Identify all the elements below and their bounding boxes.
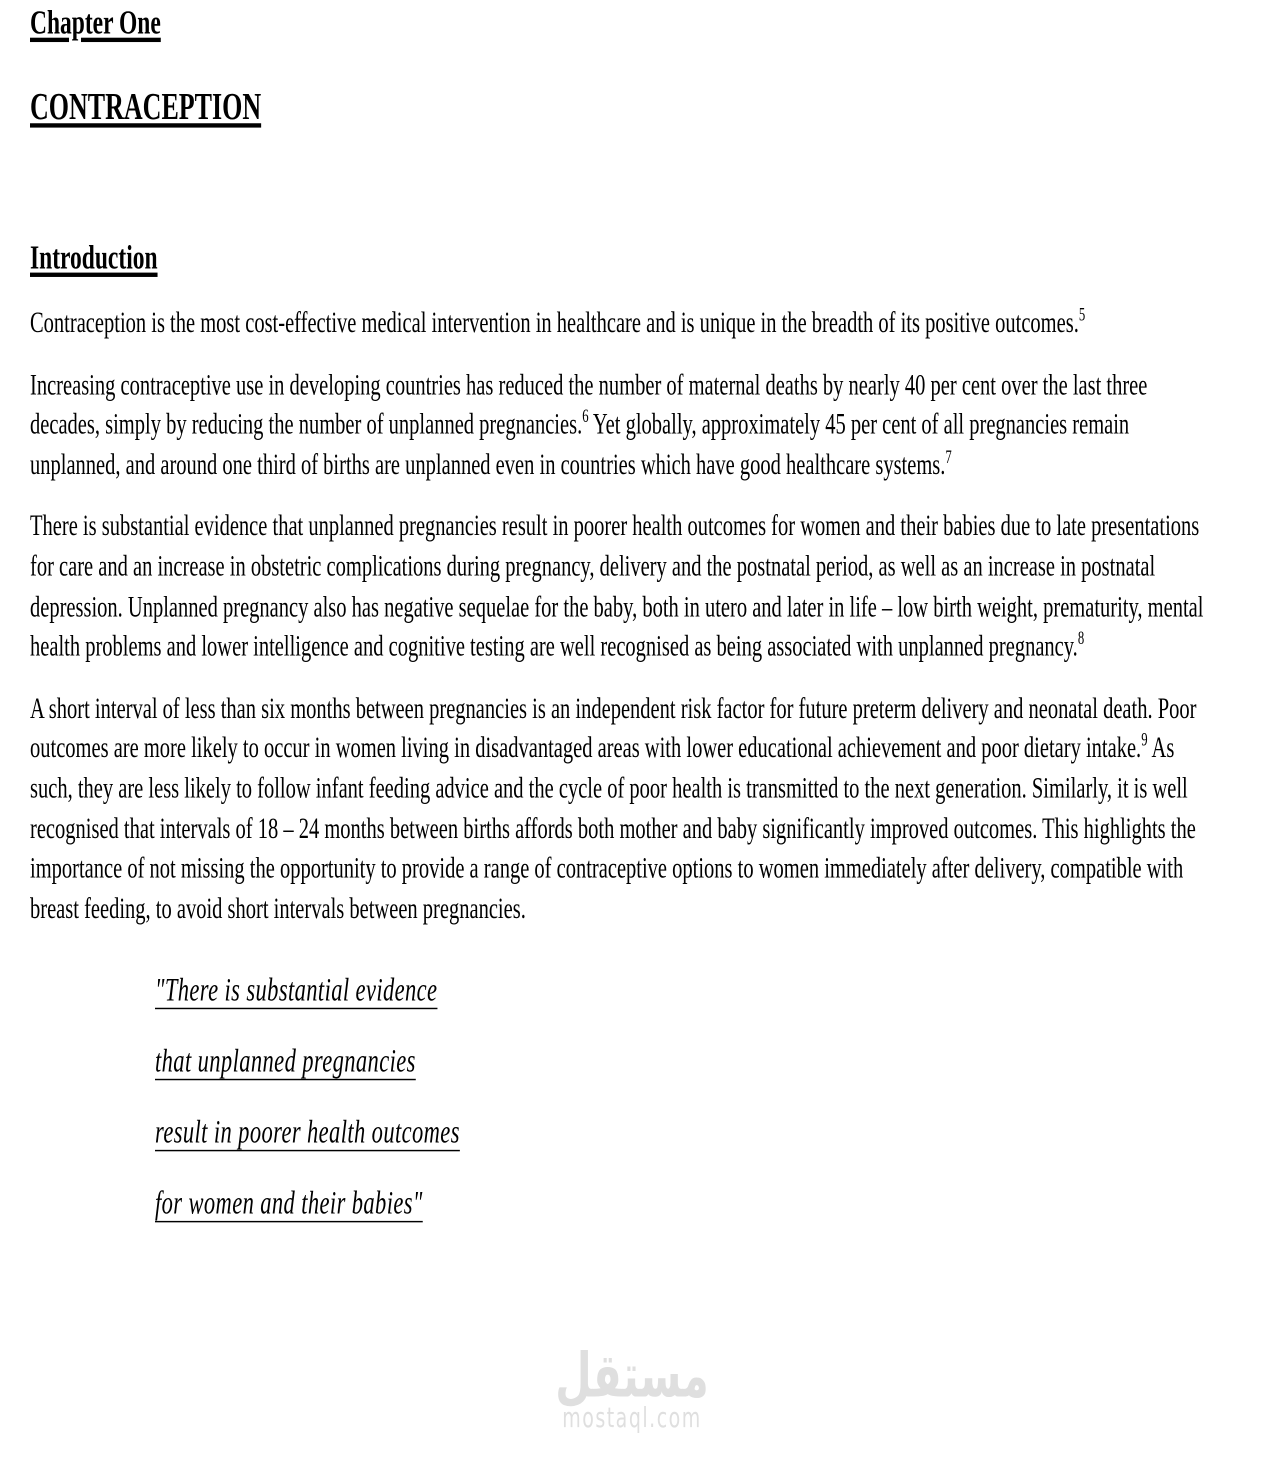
footnote-reference: 8: [1077, 628, 1085, 649]
watermark-domain: mostaql.com: [562, 1402, 702, 1435]
pull-quote: [155, 969, 1205, 1226]
paragraph-text: Increasing contraceptive use in developing countries has reduced the number of maternal deaths by nearly 40 per cent over the last three decades, simply by reducing the number of unplanned pregnancies.: [30, 369, 1148, 442]
footnote-reference: 5: [1078, 304, 1086, 326]
title-heading: CONTRACEPTION: [30, 85, 262, 128]
footnote-reference: 7: [945, 446, 952, 467]
section-heading: Introduction: [30, 239, 158, 277]
footnote-reference: 9: [1141, 730, 1148, 751]
pull-quote-line: for women and their babies": [155, 1185, 423, 1222]
paragraph-text: Yet globally, approximately 45 per cent of all pregnancies remain unplanned, and around one third of births are unplanned even in countries which have good healthcare systems.: [30, 409, 1130, 482]
paragraph: [30, 508, 1205, 668]
paragraph-text: Contraception is the most cost-effective medical intervention in healthcare and is unique in the breadth of its positive outcomes.: [30, 307, 1079, 340]
footnote-reference: 6: [582, 406, 589, 427]
pull-quote-line: "There is substantial evidence: [155, 971, 438, 1009]
paragraph-text: As such, they are less likely to follow infant feeding advice and the cycle of poor health is transmitted to the next generation. Similarly, it is well recognised that intervals of 18 – 24 months between births affords both mother and baby significantly improved outcomes. This highlights the importance of not missing the opportunity to provide a range of contraceptive options to women immediately after delivery, compatible with breast feeding, to avoid short intervals between pregnancies.: [30, 732, 1196, 925]
paragraph: [30, 690, 1205, 930]
paragraph: [30, 366, 1205, 486]
paragraph-text: A short interval of less than six months between pregnancies is an independent risk factor for future preterm delivery and neonatal death. Poor outcomes are more likely to occur in women living in disadvantaged areas with lower educational achievement and poor dietary intake.: [30, 692, 1197, 765]
paragraph-text: There is substantial evidence that unplanned pregnancies result in poorer health outcomes for women and their babies due to late presentations for care and an increase in obstetric complications during pregnancy, delivery and the postnatal period, as well as an increase in postnatal depression. Unplanned pregnancy also has negative sequelae for the baby, both in utero and later in life – low birth weight, prematurity, mental health problems and lower intelligence and cognitive testing are well recognised as being associated with unplanned pregnancy.: [30, 510, 1204, 663]
pull-quote-line: result in poorer health outcomes: [155, 1114, 460, 1151]
watermark-logo: مستقل: [555, 1339, 709, 1411]
watermark: [552, 1339, 712, 1435]
pull-quote-line: that unplanned pregnancies: [155, 1043, 416, 1080]
paragraph: [30, 305, 1205, 345]
body-paragraphs: [30, 305, 1205, 930]
chapter-heading: Chapter One: [30, 4, 161, 43]
